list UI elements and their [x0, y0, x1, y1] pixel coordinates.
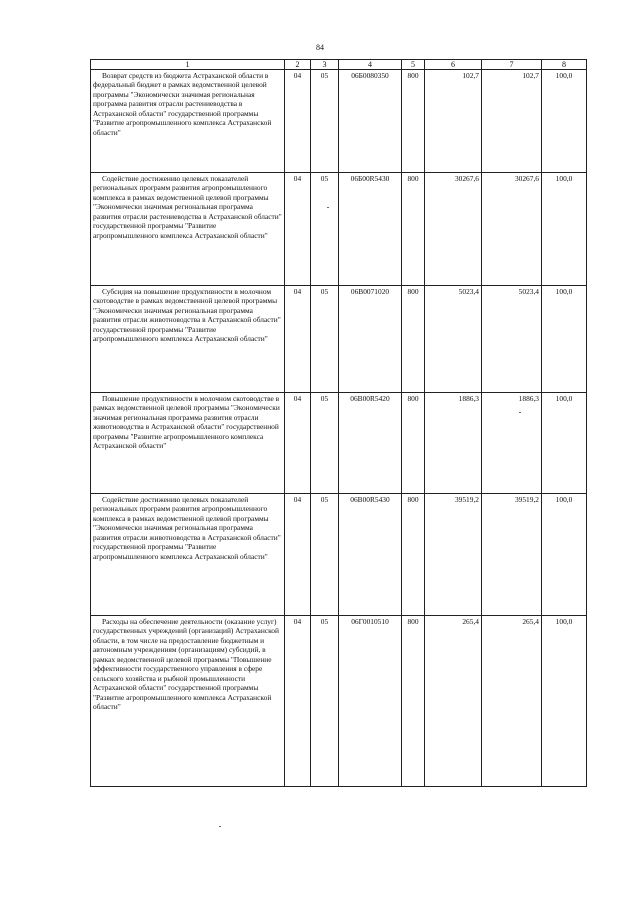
row-section: 04 [285, 393, 311, 494]
row-plan-amount: 5023,4 [425, 286, 482, 393]
row-actual-amount: 265,4 [482, 616, 542, 787]
row-subsection: 05 [311, 70, 339, 173]
row-subsection: 05 [311, 494, 339, 616]
row-subsection: 05 [311, 616, 339, 787]
row-description [91, 173, 285, 286]
row-percent: 100,0 [542, 494, 587, 616]
budget-table [90, 59, 587, 787]
row-plan-amount: 265,4 [425, 616, 482, 787]
header-cell-4: 4 [339, 60, 402, 70]
row-description-text: Повышение продуктивности в молочном скотоводстве в рамках ведомственной целевой программы "Экономически значимая региональная программа развития отрасли животноводства в Астраханской области" государственной программы "Развитие агропромышленного комплекса Астраханской области" [93, 394, 280, 451]
scan-speck [519, 412, 521, 413]
table-row [91, 286, 587, 393]
header-cell-6: 6 [425, 60, 482, 70]
row-description [91, 286, 285, 393]
row-target-code: 06Б00R5430 [339, 173, 402, 286]
table-row [91, 173, 587, 286]
row-percent: 100,0 [542, 70, 587, 173]
row-expense-type: 800 [402, 70, 425, 173]
row-target-code: 06Б0080350 [339, 70, 402, 173]
row-target-code: 06В00R5430 [339, 494, 402, 616]
row-description [91, 70, 285, 173]
row-expense-type: 800 [402, 393, 425, 494]
row-subsection: 05 [311, 173, 339, 286]
row-actual-amount: 30267,6 [482, 173, 542, 286]
row-description-text: Возврат средств из бюджета Астраханской области в федеральный бюджет в рамках ведомственной целевой программы "Экономически значимая региональная программа развития отрасли растениеводства в Астраханской области" государственной программы "Развитие агропромышленного комплекса Астраханской области" [93, 71, 272, 137]
row-description-text: Содействие достижению целевых показателей региональных программ развития агропромышленного комплекса в рамках ведомственной целевой программы "Экономически значимая региональная программа развития отрасли растениеводства в Астраханской области" государственной программы "Развитие агропромышленного комплекса Астраханской области" [93, 174, 282, 240]
header-cell-5: 5 [402, 60, 425, 70]
scan-speck [219, 826, 221, 827]
row-description-text: Содействие достижению целевых показателей региональных программ развития агропромышленного комплекса в рамках ведомственной целевой программы "Экономически значимая региональная программа развития отрасли животноводства в Астраханской области" государственной программы "Развитие агропромышленного комплекса Астраханской области" [93, 495, 281, 561]
row-section: 04 [285, 616, 311, 787]
row-percent: 100,0 [542, 393, 587, 494]
row-description [91, 616, 285, 787]
row-description-text: Субсидия на повышение продуктивности в молочном скотоводстве в рамках ведомственной целевой программы "Экономически значимая региональная программа развития отрасли животноводства в Астраханской области" государственной программы "Развитие агропромышленного комплекса Астраханской области" [93, 287, 281, 344]
row-plan-amount: 1886,3 [425, 393, 482, 494]
row-subsection: 05 [311, 393, 339, 494]
header-cell-8: 8 [542, 60, 587, 70]
row-subsection: 05 [311, 286, 339, 393]
row-plan-amount: 30267,6 [425, 173, 482, 286]
row-percent: 100,0 [542, 173, 587, 286]
row-percent: 100,0 [542, 616, 587, 787]
row-percent: 100,0 [542, 286, 587, 393]
row-plan-amount: 39519,2 [425, 494, 482, 616]
header-cell-7: 7 [482, 60, 542, 70]
row-expense-type: 800 [402, 616, 425, 787]
row-target-code: 06В0071020 [339, 286, 402, 393]
row-expense-type: 800 [402, 173, 425, 286]
row-actual-amount: 102,7 [482, 70, 542, 173]
table-row [91, 393, 587, 494]
row-expense-type: 800 [402, 286, 425, 393]
row-target-code: 06Г0010510 [339, 616, 402, 787]
row-description-text: Расходы на обеспечение деятельности (оказание услуг) государственных учреждений (организаций) Астраханской области, в том числе на предоставление бюджетным и автономным учреждениям (организациям) субсидий, в рамках ведомственной целевой программы "Повышение эффективности государственного управления в сфере сельского хозяйства и рыбной промышленности Астраханской области" государственной программы "Развитие агропромышленного комплекса Астраханской области" [93, 617, 279, 712]
row-actual-amount: 5023,4 [482, 286, 542, 393]
row-section: 04 [285, 286, 311, 393]
table-row [91, 70, 587, 173]
row-plan-amount: 102,7 [425, 70, 482, 173]
row-actual-amount: 39519,2 [482, 494, 542, 616]
row-section: 04 [285, 494, 311, 616]
row-expense-type: 800 [402, 494, 425, 616]
row-section: 04 [285, 173, 311, 286]
header-cell-2: 2 [285, 60, 311, 70]
header-cell-3: 3 [311, 60, 339, 70]
header-row [91, 60, 587, 70]
row-description [91, 393, 285, 494]
table-row [91, 494, 587, 616]
table-row [91, 616, 587, 787]
page-number: 84 [316, 43, 324, 52]
header-cell-1: 1 [91, 60, 285, 70]
row-actual-amount: 1886,3 [482, 393, 542, 494]
scan-speck [327, 207, 329, 208]
row-target-code: 06В00R5420 [339, 393, 402, 494]
row-section: 04 [285, 70, 311, 173]
row-description [91, 494, 285, 616]
